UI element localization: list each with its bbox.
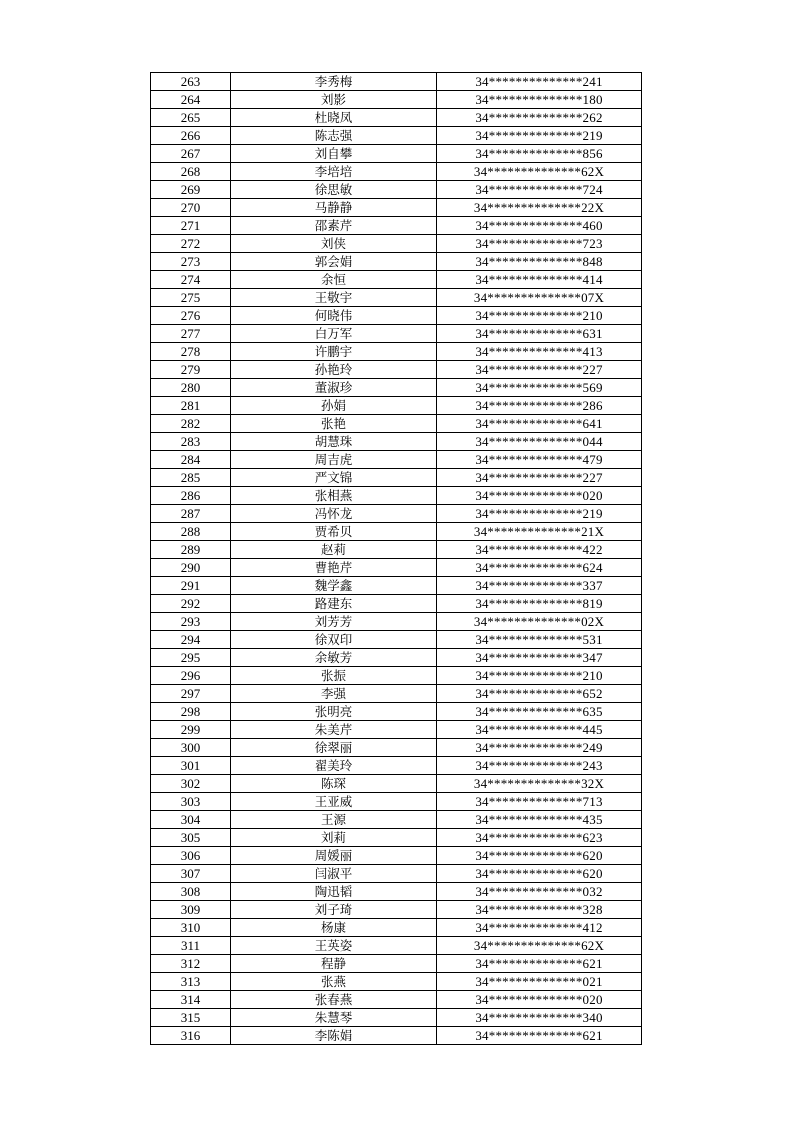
person-name: 冯怀龙 [231, 505, 437, 523]
id-number: 34**************328 [437, 901, 642, 919]
row-number: 281 [151, 397, 231, 415]
person-name: 陈志强 [231, 127, 437, 145]
table-row [151, 775, 642, 793]
row-number: 315 [151, 1009, 231, 1027]
row-number: 265 [151, 109, 231, 127]
id-number: 34**************044 [437, 433, 642, 451]
person-name: 朱美芹 [231, 721, 437, 739]
id-number: 34**************435 [437, 811, 642, 829]
table-row [151, 181, 642, 199]
id-number: 34**************020 [437, 487, 642, 505]
row-number: 292 [151, 595, 231, 613]
id-number: 34**************07X [437, 289, 642, 307]
row-number: 306 [151, 847, 231, 865]
person-name: 严文锦 [231, 469, 437, 487]
row-number: 305 [151, 829, 231, 847]
table-row [151, 703, 642, 721]
table-row [151, 577, 642, 595]
table-row [151, 1009, 642, 1027]
row-number: 302 [151, 775, 231, 793]
row-number: 266 [151, 127, 231, 145]
id-number: 34**************219 [437, 505, 642, 523]
id-number: 34**************337 [437, 577, 642, 595]
table-row [151, 361, 642, 379]
id-number: 34**************621 [437, 955, 642, 973]
row-number: 267 [151, 145, 231, 163]
id-number: 34**************227 [437, 361, 642, 379]
person-name: 曹艳芹 [231, 559, 437, 577]
table-row [151, 595, 642, 613]
table-row [151, 307, 642, 325]
row-number: 274 [151, 271, 231, 289]
person-name: 路建东 [231, 595, 437, 613]
table-row [151, 757, 642, 775]
table-row [151, 73, 642, 91]
id-number: 34**************62X [437, 937, 642, 955]
person-name: 徐双印 [231, 631, 437, 649]
table-row [151, 523, 642, 541]
person-name: 邵素芹 [231, 217, 437, 235]
id-number: 34**************724 [437, 181, 642, 199]
table-row [151, 433, 642, 451]
row-number: 272 [151, 235, 231, 253]
id-number: 34**************620 [437, 847, 642, 865]
roster-sheet [150, 72, 641, 1045]
table-row [151, 325, 642, 343]
row-number: 286 [151, 487, 231, 505]
id-number: 34**************412 [437, 919, 642, 937]
table-row [151, 343, 642, 361]
table-row [151, 379, 642, 397]
row-number: 300 [151, 739, 231, 757]
table-row [151, 199, 642, 217]
person-name: 杨康 [231, 919, 437, 937]
table-row [151, 541, 642, 559]
person-name: 刘自攀 [231, 145, 437, 163]
id-number: 34**************020 [437, 991, 642, 1009]
id-number: 34**************243 [437, 757, 642, 775]
person-name: 刘子琦 [231, 901, 437, 919]
row-number: 312 [151, 955, 231, 973]
row-number: 316 [151, 1027, 231, 1045]
person-name: 陈琛 [231, 775, 437, 793]
person-name: 董淑珍 [231, 379, 437, 397]
id-number: 34**************219 [437, 127, 642, 145]
person-name: 朱慧琴 [231, 1009, 437, 1027]
row-number: 291 [151, 577, 231, 595]
table-row [151, 937, 642, 955]
table-row [151, 253, 642, 271]
table-row [151, 487, 642, 505]
person-name: 孙娟 [231, 397, 437, 415]
row-number: 313 [151, 973, 231, 991]
table-row [151, 685, 642, 703]
person-name: 张振 [231, 667, 437, 685]
row-number: 277 [151, 325, 231, 343]
table-row [151, 631, 642, 649]
row-number: 269 [151, 181, 231, 199]
id-number: 34**************32X [437, 775, 642, 793]
table-row [151, 829, 642, 847]
table-row [151, 217, 642, 235]
row-number: 278 [151, 343, 231, 361]
person-name: 孙艳玲 [231, 361, 437, 379]
table-row [151, 91, 642, 109]
row-number: 289 [151, 541, 231, 559]
table-row [151, 865, 642, 883]
table-row [151, 793, 642, 811]
id-number: 34**************241 [437, 73, 642, 91]
person-name: 王英姿 [231, 937, 437, 955]
row-number: 287 [151, 505, 231, 523]
id-number: 34**************22X [437, 199, 642, 217]
table-row [151, 667, 642, 685]
table-row [151, 721, 642, 739]
row-number: 294 [151, 631, 231, 649]
roster-table-body [151, 73, 642, 1045]
person-name: 张明亮 [231, 703, 437, 721]
person-name: 徐翠丽 [231, 739, 437, 757]
row-number: 263 [151, 73, 231, 91]
person-name: 刘影 [231, 91, 437, 109]
table-row [151, 973, 642, 991]
id-number: 34**************210 [437, 667, 642, 685]
person-name: 周媛丽 [231, 847, 437, 865]
row-number: 299 [151, 721, 231, 739]
person-name: 何晓伟 [231, 307, 437, 325]
person-name: 李培培 [231, 163, 437, 181]
row-number: 275 [151, 289, 231, 307]
table-row [151, 505, 642, 523]
id-number: 34**************635 [437, 703, 642, 721]
person-name: 胡慧珠 [231, 433, 437, 451]
person-name: 程静 [231, 955, 437, 973]
table-row [151, 649, 642, 667]
id-number: 34**************531 [437, 631, 642, 649]
row-number: 314 [151, 991, 231, 1009]
row-number: 303 [151, 793, 231, 811]
id-number: 34**************21X [437, 523, 642, 541]
id-number: 34**************621 [437, 1027, 642, 1045]
row-number: 285 [151, 469, 231, 487]
row-number: 288 [151, 523, 231, 541]
person-name: 闫淑平 [231, 865, 437, 883]
id-number: 34**************021 [437, 973, 642, 991]
id-number: 34**************819 [437, 595, 642, 613]
table-row [151, 901, 642, 919]
person-name: 李强 [231, 685, 437, 703]
table-row [151, 163, 642, 181]
table-row [151, 415, 642, 433]
id-number: 34**************723 [437, 235, 642, 253]
id-number: 34**************02X [437, 613, 642, 631]
person-name: 许鹏宇 [231, 343, 437, 361]
table-row [151, 559, 642, 577]
roster-table [150, 72, 642, 1045]
row-number: 307 [151, 865, 231, 883]
id-number: 34**************414 [437, 271, 642, 289]
id-number: 34**************347 [437, 649, 642, 667]
id-number: 34**************631 [437, 325, 642, 343]
table-row [151, 883, 642, 901]
table-row [151, 145, 642, 163]
person-name: 马静静 [231, 199, 437, 217]
row-number: 264 [151, 91, 231, 109]
person-name: 陶迅韬 [231, 883, 437, 901]
id-number: 34**************262 [437, 109, 642, 127]
id-number: 34**************445 [437, 721, 642, 739]
id-number: 34**************422 [437, 541, 642, 559]
row-number: 271 [151, 217, 231, 235]
table-row [151, 613, 642, 631]
person-name: 贾希贝 [231, 523, 437, 541]
table-row [151, 955, 642, 973]
row-number: 304 [151, 811, 231, 829]
id-number: 34**************460 [437, 217, 642, 235]
row-number: 283 [151, 433, 231, 451]
person-name: 张燕 [231, 973, 437, 991]
row-number: 276 [151, 307, 231, 325]
table-row [151, 991, 642, 1009]
id-number: 34**************856 [437, 145, 642, 163]
person-name: 王源 [231, 811, 437, 829]
id-number: 34**************479 [437, 451, 642, 469]
person-name: 王敬宇 [231, 289, 437, 307]
id-number: 34**************62X [437, 163, 642, 181]
row-number: 309 [151, 901, 231, 919]
id-number: 34**************413 [437, 343, 642, 361]
person-name: 白万军 [231, 325, 437, 343]
table-row [151, 919, 642, 937]
person-name: 翟美玲 [231, 757, 437, 775]
person-name: 余恒 [231, 271, 437, 289]
id-number: 34**************210 [437, 307, 642, 325]
id-number: 34**************227 [437, 469, 642, 487]
person-name: 赵莉 [231, 541, 437, 559]
id-number: 34**************848 [437, 253, 642, 271]
table-row [151, 235, 642, 253]
table-row [151, 271, 642, 289]
row-number: 279 [151, 361, 231, 379]
table-row [151, 397, 642, 415]
id-number: 34**************032 [437, 883, 642, 901]
id-number: 34**************286 [437, 397, 642, 415]
person-name: 余敏芳 [231, 649, 437, 667]
row-number: 293 [151, 613, 231, 631]
id-number: 34**************652 [437, 685, 642, 703]
person-name: 郭会娟 [231, 253, 437, 271]
row-number: 270 [151, 199, 231, 217]
table-row [151, 847, 642, 865]
id-number: 34**************569 [437, 379, 642, 397]
row-number: 310 [151, 919, 231, 937]
person-name: 张相燕 [231, 487, 437, 505]
row-number: 268 [151, 163, 231, 181]
id-number: 34**************620 [437, 865, 642, 883]
row-number: 308 [151, 883, 231, 901]
id-number: 34**************180 [437, 91, 642, 109]
person-name: 李陈娟 [231, 1027, 437, 1045]
row-number: 273 [151, 253, 231, 271]
row-number: 298 [151, 703, 231, 721]
person-name: 杜晓凤 [231, 109, 437, 127]
table-row [151, 289, 642, 307]
row-number: 311 [151, 937, 231, 955]
row-number: 282 [151, 415, 231, 433]
row-number: 297 [151, 685, 231, 703]
row-number: 290 [151, 559, 231, 577]
table-row [151, 109, 642, 127]
row-number: 295 [151, 649, 231, 667]
table-row [151, 127, 642, 145]
person-name: 李秀梅 [231, 73, 437, 91]
row-number: 284 [151, 451, 231, 469]
table-row [151, 739, 642, 757]
id-number: 34**************624 [437, 559, 642, 577]
person-name: 张艳 [231, 415, 437, 433]
id-number: 34**************340 [437, 1009, 642, 1027]
id-number: 34**************713 [437, 793, 642, 811]
id-number: 34**************249 [437, 739, 642, 757]
row-number: 301 [151, 757, 231, 775]
person-name: 刘莉 [231, 829, 437, 847]
person-name: 魏学鑫 [231, 577, 437, 595]
table-row [151, 811, 642, 829]
id-number: 34**************641 [437, 415, 642, 433]
table-row [151, 1027, 642, 1045]
id-number: 34**************623 [437, 829, 642, 847]
person-name: 王亚威 [231, 793, 437, 811]
person-name: 张春燕 [231, 991, 437, 1009]
row-number: 296 [151, 667, 231, 685]
person-name: 刘芳芳 [231, 613, 437, 631]
person-name: 刘侠 [231, 235, 437, 253]
person-name: 徐思敏 [231, 181, 437, 199]
person-name: 周吉虎 [231, 451, 437, 469]
row-number: 280 [151, 379, 231, 397]
table-row [151, 469, 642, 487]
table-row [151, 451, 642, 469]
